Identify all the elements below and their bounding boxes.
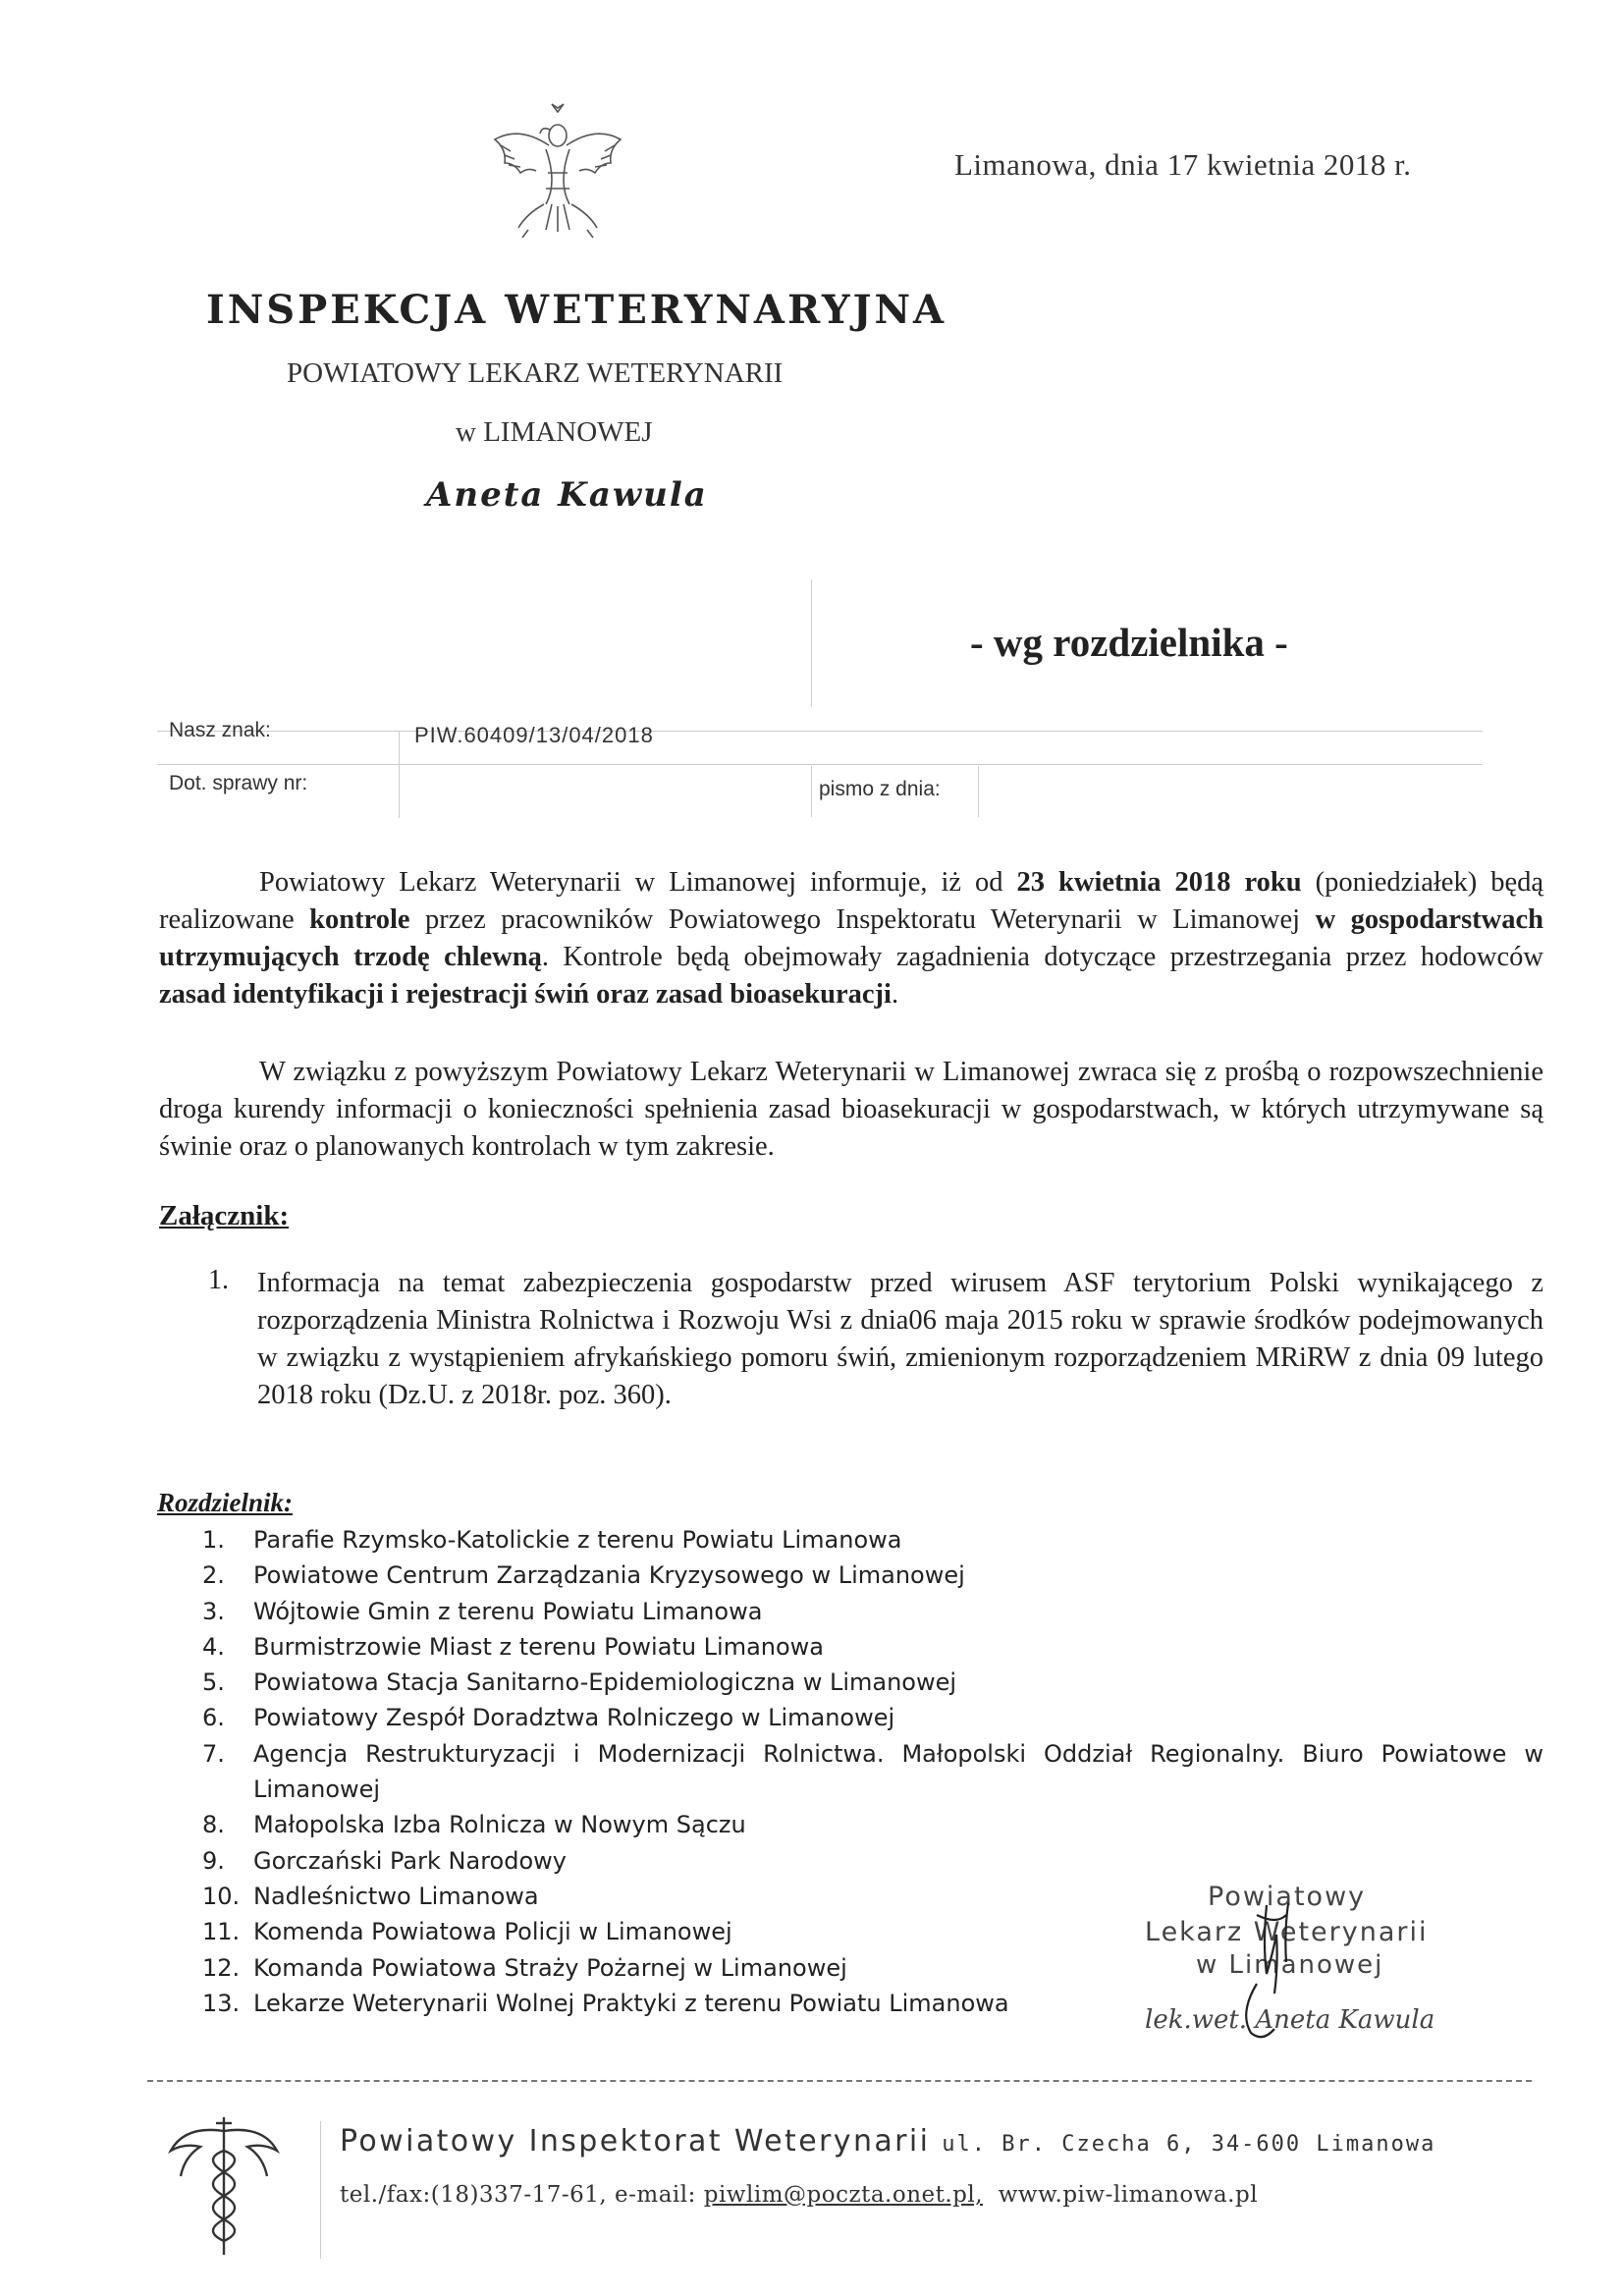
list-item: 10. Nadleśnictwo Limanowa (202, 1882, 539, 1910)
polish-eagle-emblem-icon (479, 94, 636, 251)
list-item: 4. Burmistrzowie Miast z terenu Powiatu Limanowa (202, 1632, 825, 1661)
place-date: Limanowa, dnia 17 kwietnia 2018 r. (954, 147, 1412, 182)
case-number-label: Dot. sprawy nr: (169, 772, 308, 794)
org-location: w LIMANOWEJ (456, 416, 653, 448)
stamp-line: Powiatowy (1208, 1882, 1367, 1912)
footer-address-line: Powiatowy Inspektorat Weterynarii ul. Br. Czecha 6, 34-600 Limanowa (340, 2124, 1436, 2159)
footer-contact-line (340, 2182, 1258, 2208)
phone-number: tel./fax:(18)337-17-61, (340, 2182, 608, 2208)
distribution-heading: Rozdzielnik: (157, 1488, 294, 1517)
list-item: 7. Agencja Restrukturyzacji i Modernizacji Rolnictwa. Małopolski Oddział Regionalny. Biuro Powiatowe w Limanowej (202, 1739, 1543, 1804)
our-ref-value: PIW.60409/13/04/2018 (414, 723, 654, 747)
website-link[interactable]: www.piw-limanowa.pl (998, 2182, 1259, 2208)
divider (811, 579, 812, 707)
org-name: INSPEKCJA WETERYNARYJNA (206, 287, 947, 333)
body-paragraph-2: W związku z powyższym Powiatowy Lekarz Weterynarii w Limanowej zwraca się z prośbą o rozpowszechnienie droga kurendy informacji o konieczności spełnienia zasad bioasekuracji w gospodarstwach, w których utrzymywane są świnie oraz o planowanych kontrolach w tym zakresie. (159, 1057, 1543, 1162)
list-item: 1. Parafie Rzymsko-Katolickie z terenu Powiatu Limanowa (202, 1526, 902, 1554)
list-item: 8. Małopolska Izba Rolnicza w Nowym Sączu (202, 1811, 746, 1839)
email-link[interactable]: piwlim@poczta.onet.pl, (703, 2182, 984, 2208)
list-item: 9. Gorczański Park Narodowy (202, 1846, 567, 1875)
stamp-line: Lekarz Weterynarii (1145, 1917, 1429, 1947)
attachment-text: Informacja na temat zabezpieczenia gospodarstw przed wirusem ASF terytorium Polski wynikającego z rozporządzenia Ministra Rolnictwa i Rozwoju Wsi z dnia06 maja 2015 roku w sprawie środków podejmowanych w związku z wystąpieniem afrykańskiego pomoru świń, zmienionym rozporządzeniem MRiRW z dnia 09 lutego 2018 roku (Dz.U. z 2018r. poz. 360). (257, 1268, 1543, 1410)
veterinary-caduceus-logo-icon (163, 2111, 285, 2259)
list-item: 3. Wójtowie Gmin z terenu Powiatu Limanowa (202, 1597, 763, 1625)
body-paragraph-1: Powiatowy Lekarz Weterynarii w Limanowej informuje, iż od 23 kwietnia 2018 roku (poniedziałek) będą realizowane kontrole przez pracowników Powiatowego Inspektoratu Weterynarii w Limanowej w gospodarstwach utrzymujących trzodę chlewną. Kontrole będą obejmowały zagadnienia dotyczące przestrzegania przez hodowców zasad identyfikacji i rejestracji świń oraz zasad bioasekuracji. (159, 867, 1543, 1010)
email-label: e-mail: (615, 2182, 696, 2208)
list-item: 12. Komanda Powiatowa Straży Pożarnej w Limanowej (202, 1953, 847, 1982)
divider (157, 731, 1483, 732)
attachment-heading: Załącznik: (159, 1200, 290, 1231)
org-office: POWIATOWY LEKARZ WETERYNARII (287, 357, 784, 389)
list-item: 2. Powiatowe Centrum Zarządzania Kryzysowego w Limanowej (202, 1561, 965, 1590)
attachment-number: 1. (208, 1265, 229, 1295)
list-item: 13. Lekarze Weterynarii Wolnej Praktyki z terenu Powiatu Limanowa (202, 1989, 1009, 2017)
stamp-signatory: lek.wet. Aneta Kawula (1145, 2005, 1435, 2035)
recipient: - wg rozdzielnika - (970, 620, 1288, 665)
list-item: 11. Komenda Powiatowa Policji w Limanowej (202, 1918, 732, 1946)
divider (320, 2121, 321, 2259)
letter-date-label: pismo z dnia: (819, 778, 941, 800)
head-name: Aneta Kawula (426, 475, 708, 515)
our-ref-label: Nasz znak: (169, 719, 271, 741)
stamp-line: w Limanowej (1196, 1950, 1384, 1980)
divider (157, 764, 1483, 765)
divider (399, 732, 400, 818)
footer-divider (147, 2080, 1532, 2082)
list-item: 5. Powiatowa Stacja Sanitarno-Epidemiologiczna w Limanowej (202, 1668, 957, 1697)
list-item: 6. Powiatowy Zespół Doradztwa Rolniczego w Limanowej (202, 1704, 895, 1732)
divider (811, 766, 812, 817)
handwritten-signature (1227, 1895, 1316, 2043)
divider (978, 766, 979, 817)
